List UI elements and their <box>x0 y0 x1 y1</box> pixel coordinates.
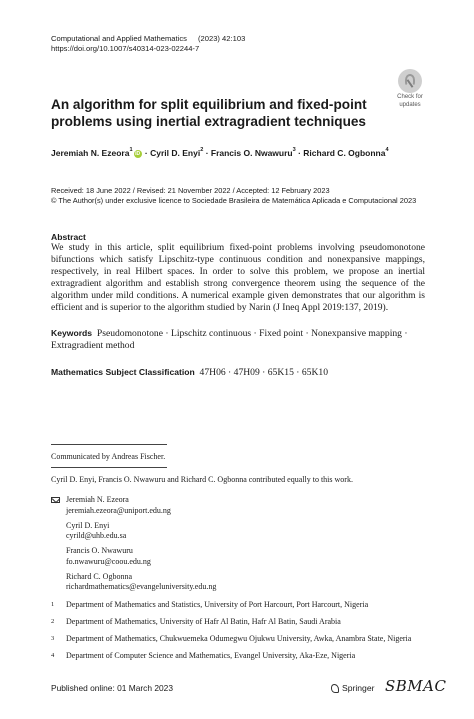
footnote-divider <box>51 467 167 468</box>
received-dates: Received: 18 June 2022 / Revised: 21 November 2022 / Accepted: 12 February 2023 <box>51 186 330 195</box>
author-separator: · <box>295 148 304 158</box>
author-name: Jeremiah N. Ezeora <box>51 148 130 158</box>
author-affil-sup: 4 <box>385 147 389 153</box>
paper-title: An algorithm for split equilibrium and fixed-point problems using inertial extragradient techniques <box>51 97 367 129</box>
contact-block <box>66 546 216 567</box>
envelope-icon <box>51 497 60 503</box>
journal-header <box>51 34 246 54</box>
affiliation-text: Department of Computer Science and Mathematics, Evangel University, Aka-Eze, Nigeria <box>66 651 356 660</box>
affiliation-number: 2 <box>51 618 55 625</box>
contact-email[interactable]: fo.nwawuru@coou.edu.ng <box>66 556 151 566</box>
affiliation-item <box>51 617 431 628</box>
bookmark-icon <box>398 69 422 93</box>
author-affil-sup: 3 <box>292 147 296 153</box>
journal-name: Computational and Applied Mathematics <box>51 34 187 43</box>
springer-logo <box>331 683 374 693</box>
affiliation-list <box>51 600 431 668</box>
contact-list <box>66 495 216 597</box>
publication-dates <box>51 186 416 206</box>
keywords-text: Pseudomonotone · Lipschitz continuous · Fixed point · Nonexpansive mapping · Extragradient method <box>51 328 408 351</box>
check-for-updates-badge[interactable] <box>392 69 428 108</box>
contact-block <box>66 495 216 516</box>
sbmac-logo: SBMAC <box>385 677 447 695</box>
affiliation-item <box>51 600 431 611</box>
communicated-by: Communicated by Andreas Fischer. <box>51 452 166 461</box>
orcid-icon[interactable]: iD <box>135 150 141 157</box>
springer-horse-icon <box>331 684 339 693</box>
check-for-label: Check for <box>397 94 423 100</box>
published-online: Published online: 01 March 2023 <box>51 683 173 693</box>
affiliation-number: 4 <box>51 652 55 659</box>
author-separator: · <box>142 148 151 158</box>
affiliation-item <box>51 634 431 645</box>
footnote-divider <box>51 444 167 445</box>
affiliation-text: Department of Mathematics, Chukwuemeka Odumegwu Ojukwu University, Awka, Anambra State, Nigeria <box>66 634 412 643</box>
keywords-label: Keywords <box>51 328 93 338</box>
affiliation-number: 3 <box>51 635 55 642</box>
copyright-line: © The Author(s) under exclusive licence to Sociedade Brasileira de Matemática Aplicada e Computacional 2023 <box>51 196 417 205</box>
doi-link[interactable]: https://doi.org/10.1007/s40314-023-02244-7 <box>51 44 200 53</box>
author-affil-sup: 2 <box>200 147 204 153</box>
author-separator: · <box>203 148 211 158</box>
contact-name: Jeremiah N. Ezeora <box>66 495 129 504</box>
contact-name: Francis O. Nwawuru <box>66 546 133 555</box>
equal-contribution-note: Cyril D. Enyi, Francis O. Nwawuru and Richard C. Ogbonna contributed equally to this work. <box>51 475 353 484</box>
msc-classification <box>51 367 328 378</box>
msc-codes: 47H06 · 47H09 · 65K15 · 65K10 <box>199 367 328 378</box>
updates-label: updates <box>399 101 421 108</box>
author-list <box>51 148 451 158</box>
affiliation-item <box>51 651 431 662</box>
keywords <box>51 327 431 352</box>
contact-email[interactable]: richardmathematics@evangeluniversity.edu.ng <box>66 582 217 591</box>
contact-name: Richard C. Ogbonna <box>66 571 132 581</box>
journal-volume: (2023) 42:103 <box>198 34 246 43</box>
abstract-text: We study in this article, split equilibrium fixed-point problems involving pseudomonotone bifunctions which satisfy Lipschitz-type continuous condition and nonexpansive mappings, respectively, in real Hilbert spaces. In order to solve this problem, we propose an inertial extragradient algorithm and establish strong convergence theorem using the sequence of the algorithm under mild conditions. A numerical example given demonstrates that our algorithm is efficient and is superior to the algorithm studied by Narin (J Ineq Appl 2019:137, 2019). <box>51 242 425 313</box>
author-name: Cyril D. Enyi <box>150 148 201 158</box>
contact-email[interactable]: cyrild@uhb.edu.sa <box>66 531 127 540</box>
abstract-heading: Abstract <box>51 232 86 242</box>
affiliation-number: 1 <box>51 601 55 608</box>
contact-email[interactable]: jeremiah.ezeora@uniport.edu.ng <box>66 505 171 515</box>
contact-block <box>66 521 216 542</box>
contact-name: Cyril D. Enyi <box>66 520 110 530</box>
affiliation-text: Department of Mathematics and Statistics, University of Port Harcourt, Port Harcourt, Nigeria <box>66 600 369 609</box>
msc-label: Mathematics Subject Classification <box>51 367 195 377</box>
springer-label: Springer <box>342 683 375 693</box>
contact-block <box>66 572 216 593</box>
author-name: Francis O. Nwawuru <box>210 148 293 158</box>
author-name: Richard C. Ogbonna <box>303 148 386 158</box>
author-affil-sup: 1 <box>129 147 133 153</box>
affiliation-text: Department of Mathematics, University of Hafr Al Batin, Hafr Al Batin, Saudi Arabia <box>66 617 341 626</box>
